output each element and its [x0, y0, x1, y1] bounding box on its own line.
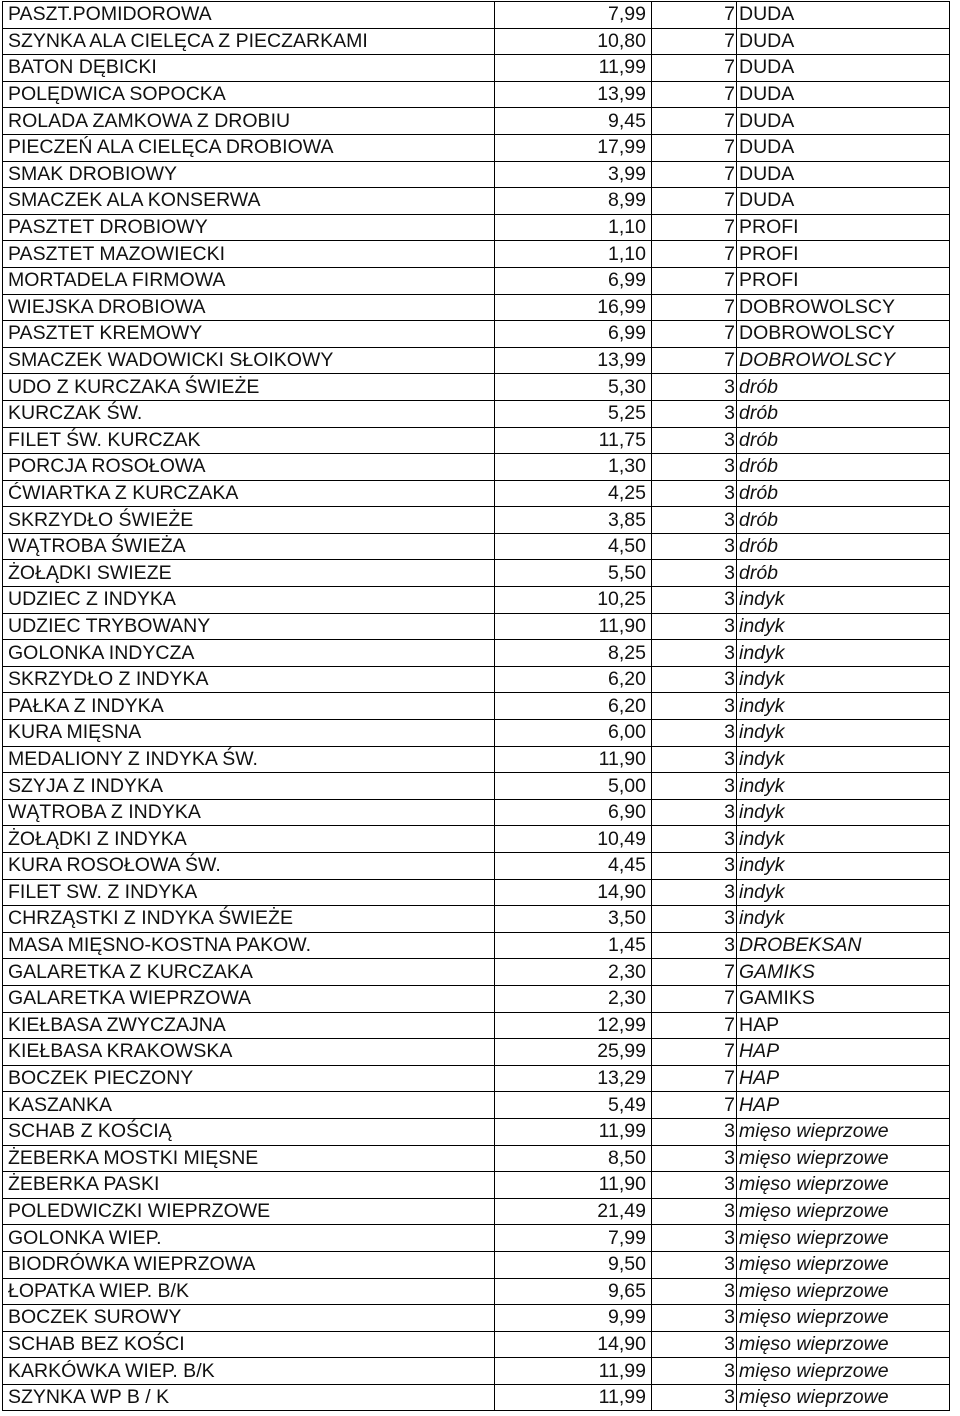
- supplier-cell: DUDA: [737, 134, 950, 161]
- days-cell: 7: [652, 1039, 737, 1066]
- product-name-cell: GOLONKA WIEP.: [3, 1225, 495, 1252]
- price-cell: 10,80: [495, 28, 652, 55]
- supplier-cell: mięso wieprzowe: [737, 1305, 950, 1332]
- table-row: [3, 1278, 950, 1305]
- table-row: [3, 1305, 950, 1332]
- product-name-cell: FILET SW. Z INDYKA: [3, 879, 495, 906]
- supplier-cell: indyk: [737, 773, 950, 800]
- product-name-cell: BOCZEK PIECZONY: [3, 1065, 495, 1092]
- table-row: [3, 773, 950, 800]
- table-row: [3, 2, 950, 29]
- table-row: [3, 693, 950, 720]
- price-cell: 16,99: [495, 294, 652, 321]
- days-cell: 3: [652, 480, 737, 507]
- supplier-cell: mięso wieprzowe: [737, 1118, 950, 1145]
- product-name-cell: KARKÓWKA WIEP. B/K: [3, 1358, 495, 1385]
- days-cell: 3: [652, 427, 737, 454]
- price-cell: 21,49: [495, 1198, 652, 1225]
- days-cell: 7: [652, 161, 737, 188]
- table-row: [3, 1092, 950, 1119]
- price-cell: 7,99: [495, 2, 652, 29]
- supplier-cell: indyk: [737, 587, 950, 614]
- days-cell: 3: [652, 560, 737, 587]
- supplier-cell: HAP: [737, 1092, 950, 1119]
- days-cell: 7: [652, 1092, 737, 1119]
- days-cell: 3: [652, 1358, 737, 1385]
- supplier-cell: DUDA: [737, 81, 950, 108]
- table-row: [3, 1384, 950, 1411]
- table-row: [3, 666, 950, 693]
- table-row: [3, 613, 950, 640]
- product-name-cell: SZYNKA WP B / K: [3, 1384, 495, 1411]
- table-row: [3, 560, 950, 587]
- days-cell: 3: [652, 720, 737, 747]
- days-cell: 3: [652, 374, 737, 401]
- supplier-cell: HAP: [737, 1012, 950, 1039]
- product-name-cell: SCHAB Z KOŚCIĄ: [3, 1118, 495, 1145]
- days-cell: 7: [652, 108, 737, 135]
- price-cell: 11,90: [495, 746, 652, 773]
- price-cell: 6,99: [495, 321, 652, 348]
- days-cell: 7: [652, 134, 737, 161]
- price-cell: 14,90: [495, 879, 652, 906]
- days-cell: 7: [652, 959, 737, 986]
- product-name-cell: BIODRÓWKA WIEPRZOWA: [3, 1251, 495, 1278]
- price-cell: 25,99: [495, 1039, 652, 1066]
- price-cell: 9,45: [495, 108, 652, 135]
- supplier-cell: drób: [737, 560, 950, 587]
- days-cell: 3: [652, 932, 737, 959]
- product-name-cell: PORCJA ROSOŁOWA: [3, 454, 495, 481]
- table-row: [3, 267, 950, 294]
- supplier-cell: DOBROWOLSCY: [737, 321, 950, 348]
- table-row: [3, 720, 950, 747]
- price-cell: 1,10: [495, 214, 652, 241]
- price-cell: 10,49: [495, 826, 652, 853]
- product-name-cell: MORTADELA FIRMOWA: [3, 267, 495, 294]
- table-row: [3, 1145, 950, 1172]
- price-cell: 2,30: [495, 959, 652, 986]
- days-cell: 3: [652, 1251, 737, 1278]
- price-cell: 5,00: [495, 773, 652, 800]
- product-name-cell: UDZIEC TRYBOWANY: [3, 613, 495, 640]
- product-name-cell: PASZTET KREMOWY: [3, 321, 495, 348]
- days-cell: 3: [652, 879, 737, 906]
- supplier-cell: indyk: [737, 879, 950, 906]
- supplier-cell: indyk: [737, 613, 950, 640]
- days-cell: 7: [652, 28, 737, 55]
- supplier-cell: mięso wieprzowe: [737, 1358, 950, 1385]
- product-name-cell: UDO Z KURCZAKA ŚWIEŻE: [3, 374, 495, 401]
- table-row: [3, 161, 950, 188]
- price-cell: 1,45: [495, 932, 652, 959]
- product-name-cell: POLĘDWICA SOPOCKA: [3, 81, 495, 108]
- supplier-cell: drób: [737, 427, 950, 454]
- supplier-cell: DROBEKSAN: [737, 932, 950, 959]
- table-row: [3, 1012, 950, 1039]
- supplier-cell: drób: [737, 400, 950, 427]
- supplier-cell: mięso wieprzowe: [737, 1198, 950, 1225]
- supplier-cell: DOBROWOLSCY: [737, 294, 950, 321]
- table-row: [3, 214, 950, 241]
- product-name-cell: SMACZEK WADOWICKI SŁOIKOWY: [3, 347, 495, 374]
- table-row: [3, 906, 950, 933]
- product-name-cell: ŻEBERKA PASKI: [3, 1172, 495, 1199]
- days-cell: 3: [652, 1305, 737, 1332]
- days-cell: 7: [652, 985, 737, 1012]
- product-name-cell: WIEJSKA DROBIOWA: [3, 294, 495, 321]
- price-cell: 3,50: [495, 906, 652, 933]
- days-cell: 7: [652, 241, 737, 268]
- supplier-cell: mięso wieprzowe: [737, 1172, 950, 1199]
- days-cell: 3: [652, 613, 737, 640]
- days-cell: 7: [652, 2, 737, 29]
- supplier-cell: indyk: [737, 826, 950, 853]
- product-name-cell: UDZIEC Z INDYKA: [3, 587, 495, 614]
- product-name-cell: KIEŁBASA ZWYCZAJNA: [3, 1012, 495, 1039]
- table-row: [3, 55, 950, 82]
- table-row: [3, 374, 950, 401]
- product-name-cell: WĄTROBA Z INDYKA: [3, 799, 495, 826]
- price-cell: 13,29: [495, 1065, 652, 1092]
- supplier-cell: DUDA: [737, 188, 950, 215]
- supplier-cell: HAP: [737, 1065, 950, 1092]
- price-cell: 11,99: [495, 1358, 652, 1385]
- price-cell: 8,50: [495, 1145, 652, 1172]
- days-cell: 3: [652, 587, 737, 614]
- price-table-body: [3, 2, 950, 1411]
- days-cell: 7: [652, 1012, 737, 1039]
- days-cell: 3: [652, 454, 737, 481]
- supplier-cell: PROFI: [737, 214, 950, 241]
- product-name-cell: GOLONKA INDYCZA: [3, 640, 495, 667]
- supplier-cell: drób: [737, 480, 950, 507]
- days-cell: 3: [652, 853, 737, 880]
- days-cell: 3: [652, 1118, 737, 1145]
- supplier-cell: PROFI: [737, 267, 950, 294]
- price-cell: 11,90: [495, 613, 652, 640]
- days-cell: 3: [652, 1384, 737, 1411]
- table-row: [3, 1065, 950, 1092]
- price-cell: 11,99: [495, 55, 652, 82]
- product-name-cell: MEDALIONY Z INDYKA ŚW.: [3, 746, 495, 773]
- price-cell: 6,00: [495, 720, 652, 747]
- product-name-cell: SZYNKA ALA CIELĘCA Z PIECZARKAMI: [3, 28, 495, 55]
- price-cell: 2,30: [495, 985, 652, 1012]
- days-cell: 7: [652, 214, 737, 241]
- table-row: [3, 640, 950, 667]
- price-cell: 5,49: [495, 1092, 652, 1119]
- days-cell: 3: [652, 1198, 737, 1225]
- table-row: [3, 1198, 950, 1225]
- product-name-cell: SCHAB BEZ KOŚCI: [3, 1331, 495, 1358]
- price-cell: 8,99: [495, 188, 652, 215]
- product-name-cell: BATON DĘBICKI: [3, 55, 495, 82]
- days-cell: 3: [652, 1145, 737, 1172]
- supplier-cell: DUDA: [737, 108, 950, 135]
- price-cell: 5,50: [495, 560, 652, 587]
- price-cell: 6,99: [495, 267, 652, 294]
- price-cell: 4,25: [495, 480, 652, 507]
- product-name-cell: SMACZEK ALA KONSERWA: [3, 188, 495, 215]
- supplier-cell: mięso wieprzowe: [737, 1225, 950, 1252]
- supplier-cell: mięso wieprzowe: [737, 1331, 950, 1358]
- table-row: [3, 1331, 950, 1358]
- price-cell: 11,99: [495, 1384, 652, 1411]
- table-row: [3, 134, 950, 161]
- table-row: [3, 241, 950, 268]
- supplier-cell: DUDA: [737, 2, 950, 29]
- price-cell: 3,85: [495, 507, 652, 534]
- table-row: [3, 959, 950, 986]
- days-cell: 7: [652, 347, 737, 374]
- product-name-cell: KURCZAK ŚW.: [3, 400, 495, 427]
- product-name-cell: CHRZĄSTKI Z INDYKA ŚWIEŻE: [3, 906, 495, 933]
- supplier-cell: indyk: [737, 666, 950, 693]
- product-name-cell: ŻEBERKA MOSTKI MIĘSNE: [3, 1145, 495, 1172]
- table-row: [3, 480, 950, 507]
- price-cell: 5,25: [495, 400, 652, 427]
- product-name-cell: SZYJA Z INDYKA: [3, 773, 495, 800]
- days-cell: 3: [652, 799, 737, 826]
- days-cell: 7: [652, 267, 737, 294]
- product-name-cell: GALARETKA Z KURCZAKA: [3, 959, 495, 986]
- product-name-cell: ROLADA ZAMKOWA Z DROBIU: [3, 108, 495, 135]
- price-cell: 10,25: [495, 587, 652, 614]
- product-name-cell: FILET ŚW. KURCZAK: [3, 427, 495, 454]
- days-cell: 7: [652, 188, 737, 215]
- days-cell: 3: [652, 1225, 737, 1252]
- table-row: [3, 81, 950, 108]
- table-row: [3, 108, 950, 135]
- price-cell: 13,99: [495, 347, 652, 374]
- supplier-cell: indyk: [737, 720, 950, 747]
- table-row: [3, 533, 950, 560]
- supplier-cell: indyk: [737, 640, 950, 667]
- days-cell: 3: [652, 693, 737, 720]
- table-row: [3, 1039, 950, 1066]
- supplier-cell: drób: [737, 374, 950, 401]
- days-cell: 3: [652, 773, 737, 800]
- table-row: [3, 1251, 950, 1278]
- product-name-cell: BOCZEK SUROWY: [3, 1305, 495, 1332]
- table-row: [3, 188, 950, 215]
- supplier-cell: mięso wieprzowe: [737, 1251, 950, 1278]
- table-row: [3, 853, 950, 880]
- price-cell: 5,30: [495, 374, 652, 401]
- supplier-cell: mięso wieprzowe: [737, 1384, 950, 1411]
- days-cell: 3: [652, 1278, 737, 1305]
- table-row: [3, 507, 950, 534]
- days-cell: 3: [652, 1331, 737, 1358]
- table-row: [3, 985, 950, 1012]
- table-row: [3, 826, 950, 853]
- product-name-cell: KIEŁBASA KRAKOWSKA: [3, 1039, 495, 1066]
- price-cell: 6,20: [495, 666, 652, 693]
- days-cell: 7: [652, 321, 737, 348]
- table-row: [3, 879, 950, 906]
- days-cell: 7: [652, 294, 737, 321]
- price-cell: 7,99: [495, 1225, 652, 1252]
- product-name-cell: PAŁKA Z INDYKA: [3, 693, 495, 720]
- price-cell: 4,50: [495, 533, 652, 560]
- price-cell: 11,75: [495, 427, 652, 454]
- product-name-cell: KURA MIĘSNA: [3, 720, 495, 747]
- price-cell: 9,99: [495, 1305, 652, 1332]
- price-cell: 17,99: [495, 134, 652, 161]
- table-row: [3, 294, 950, 321]
- days-cell: 3: [652, 507, 737, 534]
- supplier-cell: drób: [737, 507, 950, 534]
- days-cell: 3: [652, 400, 737, 427]
- table-row: [3, 321, 950, 348]
- days-cell: 3: [652, 826, 737, 853]
- price-cell: 1,10: [495, 241, 652, 268]
- table-row: [3, 1118, 950, 1145]
- supplier-cell: drób: [737, 533, 950, 560]
- price-cell: 6,90: [495, 799, 652, 826]
- supplier-cell: mięso wieprzowe: [737, 1145, 950, 1172]
- table-row: [3, 347, 950, 374]
- days-cell: 3: [652, 533, 737, 560]
- days-cell: 7: [652, 1065, 737, 1092]
- product-name-cell: POLEDWICZKI WIEPRZOWE: [3, 1198, 495, 1225]
- product-name-cell: SKRZYDŁO Z INDYKA: [3, 666, 495, 693]
- supplier-cell: DUDA: [737, 161, 950, 188]
- supplier-cell: indyk: [737, 853, 950, 880]
- price-cell: 14,90: [495, 1331, 652, 1358]
- supplier-cell: mięso wieprzowe: [737, 1278, 950, 1305]
- price-cell: 13,99: [495, 81, 652, 108]
- table-row: [3, 1358, 950, 1385]
- table-row: [3, 1225, 950, 1252]
- table-row: [3, 932, 950, 959]
- price-cell: 6,20: [495, 693, 652, 720]
- product-name-cell: PASZT.POMIDOROWA: [3, 2, 495, 29]
- table-row: [3, 746, 950, 773]
- product-name-cell: SKRZYDŁO ŚWIEŻE: [3, 507, 495, 534]
- table-row: [3, 1172, 950, 1199]
- product-name-cell: KURA ROSOŁOWA ŚW.: [3, 853, 495, 880]
- price-cell: 3,99: [495, 161, 652, 188]
- supplier-cell: HAP: [737, 1039, 950, 1066]
- product-name-cell: ŻOŁĄDKI SWIEZE: [3, 560, 495, 587]
- price-table: [2, 1, 950, 1411]
- supplier-cell: DUDA: [737, 55, 950, 82]
- table-row: [3, 799, 950, 826]
- product-name-cell: KASZANKA: [3, 1092, 495, 1119]
- price-cell: 9,65: [495, 1278, 652, 1305]
- table-row: [3, 28, 950, 55]
- product-name-cell: PASZTET DROBIOWY: [3, 214, 495, 241]
- days-cell: 3: [652, 906, 737, 933]
- table-row: [3, 587, 950, 614]
- supplier-cell: indyk: [737, 906, 950, 933]
- price-cell: 12,99: [495, 1012, 652, 1039]
- supplier-cell: GAMIKS: [737, 985, 950, 1012]
- price-cell: 9,50: [495, 1251, 652, 1278]
- days-cell: 3: [652, 746, 737, 773]
- price-cell: 11,99: [495, 1118, 652, 1145]
- supplier-cell: DOBROWOLSCY: [737, 347, 950, 374]
- days-cell: 3: [652, 666, 737, 693]
- table-row: [3, 400, 950, 427]
- product-name-cell: MASA MIĘSNO-KOSTNA PAKOW.: [3, 932, 495, 959]
- supplier-cell: DUDA: [737, 28, 950, 55]
- price-cell: 4,45: [495, 853, 652, 880]
- days-cell: 3: [652, 1172, 737, 1199]
- table-row: [3, 454, 950, 481]
- product-name-cell: PIECZEŃ ALA CIELĘCA DROBIOWA: [3, 134, 495, 161]
- price-cell: 11,90: [495, 1172, 652, 1199]
- days-cell: 3: [652, 640, 737, 667]
- price-cell: 8,25: [495, 640, 652, 667]
- product-name-cell: PASZTET MAZOWIECKI: [3, 241, 495, 268]
- days-cell: 7: [652, 55, 737, 82]
- supplier-cell: indyk: [737, 799, 950, 826]
- supplier-cell: GAMIKS: [737, 959, 950, 986]
- product-name-cell: GALARETKA WIEPRZOWA: [3, 985, 495, 1012]
- product-name-cell: SMAK DROBIOWY: [3, 161, 495, 188]
- table-row: [3, 427, 950, 454]
- supplier-cell: indyk: [737, 693, 950, 720]
- supplier-cell: drób: [737, 454, 950, 481]
- supplier-cell: indyk: [737, 746, 950, 773]
- product-name-cell: ĆWIARTKA Z KURCZAKA: [3, 480, 495, 507]
- product-name-cell: ŻOŁĄDKI Z INDYKA: [3, 826, 495, 853]
- product-name-cell: ŁOPATKA WIEP. B/K: [3, 1278, 495, 1305]
- price-cell: 1,30: [495, 454, 652, 481]
- days-cell: 7: [652, 81, 737, 108]
- supplier-cell: PROFI: [737, 241, 950, 268]
- product-name-cell: WĄTROBA ŚWIEŻA: [3, 533, 495, 560]
